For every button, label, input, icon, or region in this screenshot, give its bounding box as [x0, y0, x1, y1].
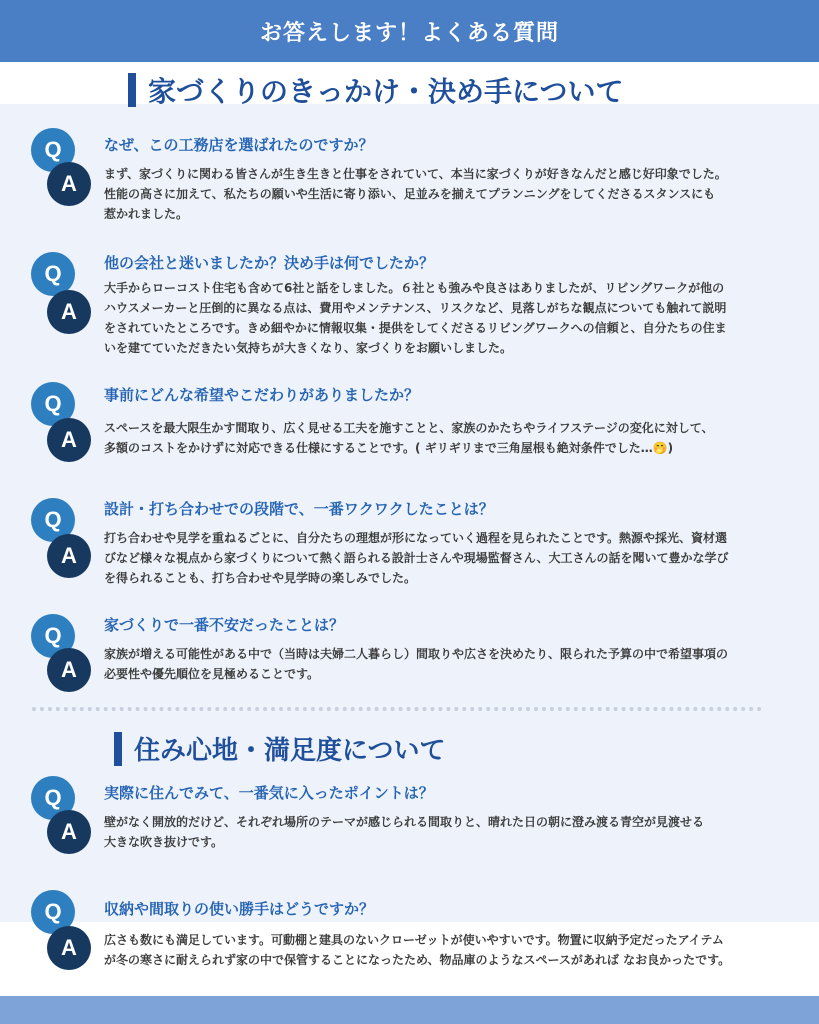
- faq-question: 事前にどんな希望やこだわりがありましたか？: [104, 386, 420, 404]
- a-badge-icon: A: [47, 418, 91, 462]
- faq-answer: [104, 418, 794, 458]
- faq-question: 設計・打ち合わせでの段階で、一番ワクワクしたことは？: [104, 500, 494, 518]
- answer-line: が冬の寒さに耐えられず家の中で保管することになったため、物品庫のようなスペースがあれば なお良かったです。: [104, 953, 731, 967]
- q-badge-icon: Q: [31, 890, 75, 934]
- faq-question: なぜ、この工務店を選ばれたのですか？: [104, 136, 374, 154]
- faq-question: 家づくりで一番不安だったことは？: [104, 616, 345, 634]
- answer-line: いを建てていただきたい気持ちが大きくなり、家づくりをお願いしました。: [104, 341, 513, 355]
- answer-line: 家族が増える可能性がある中で（当時は夫婦二人暮らし）間取りや広さを決めたり、限られた予算の中で希望事項の: [104, 647, 729, 661]
- faq-answer: [104, 164, 794, 224]
- answer-line: 大きな吹き抜けです。: [104, 835, 224, 849]
- answer-line: 壁がなく開放的だけど、それぞれ場所のテーマが感じられる間取りと、晴れた日の朝に澄み渡る青空が見渡せる: [104, 815, 705, 829]
- answer-line: ハウスメーカーと圧倒的に異なる点は、費用やメンテナンス、リスクなど、見落しがちな観点についても触れて説明: [104, 301, 727, 315]
- answer-line: まず、家づくりに関わる皆さんが生き生きと仕事をされていて、本当に家づくりが好きなんだと感じ好印象でした。: [104, 167, 727, 181]
- heading-accent-bar: [128, 73, 136, 107]
- answer-line: 多額のコストをかけずに対応できる仕様にすることです。( ギリギリまで三角屋根も絶対条件でした…🤭): [104, 441, 674, 455]
- answer-line: 必要性や優先順位を見極めることです。: [104, 667, 320, 681]
- footer-bar: [0, 996, 819, 1024]
- a-badge-icon: A: [47, 810, 91, 854]
- q-badge-icon: Q: [31, 382, 75, 426]
- faq-answer: [104, 812, 794, 852]
- a-badge-icon: A: [47, 926, 91, 970]
- a-badge-icon: A: [47, 290, 91, 334]
- q-badge-icon: Q: [31, 776, 75, 820]
- section-heading-comfort: [114, 730, 445, 767]
- q-badge-icon: Q: [31, 128, 75, 172]
- answer-line: びなど様々な視点から家づくりについて熱く語られる設計士さんや現場監督さん、大工さんの話を聞いて豊かな学び: [104, 551, 729, 565]
- faq-question: 他の会社と迷いましたか？決め手は何でしたか？: [104, 254, 435, 272]
- faq-question: 収納や間取りの使い勝手はどうですか？: [104, 900, 375, 918]
- section-heading-text: 住み心地・満足度について: [134, 736, 446, 766]
- faq-answer: [104, 644, 794, 684]
- section-heading-text: 家づくりのきっかけ・決め手について: [148, 75, 624, 108]
- faq-answer: [104, 930, 794, 970]
- answer-line: をされていたところです。きめ細やかに情報収集・提供をしてくださるリビングワークへの信頼と、自分たちの住ま: [104, 321, 727, 335]
- page-title: お答えします！よくある質問: [259, 20, 559, 46]
- heading-accent-bar: [114, 732, 122, 766]
- section-heading-decision: [128, 70, 623, 110]
- faq-answer: [104, 278, 794, 358]
- section-divider: [32, 707, 762, 711]
- answer-line: 打ち合わせや見学を重ねるごとに、自分たちの理想が形になっていく過程を見られたことです。熱源や採光、資材選: [104, 531, 728, 545]
- answer-line: 惹かれました。: [104, 207, 189, 221]
- answer-line: 大手からローコスト住宅も含めて6社と話をしました。６社とも強みや良さはありましたが、リビングワークが他の: [104, 281, 725, 295]
- answer-line: を得られることも、打ち合わせや見学時の楽しみでした。: [104, 571, 417, 585]
- a-badge-icon: A: [47, 534, 91, 578]
- q-badge-icon: Q: [31, 498, 75, 542]
- faq-answer: [104, 528, 794, 588]
- q-badge-icon: Q: [31, 614, 75, 658]
- q-badge-icon: Q: [31, 252, 75, 296]
- faq-question: 実際に住んでみて、一番気に入ったポイントは？: [104, 784, 434, 802]
- answer-line: 性能の高さに加えて、私たちの願いや生活に寄り添い、足並みを揃えてプランニングをしてくださるスタンスにも: [104, 187, 716, 201]
- a-badge-icon: A: [47, 162, 91, 206]
- answer-line: スペースを最大限生かす間取り、広く見せる工夫を施すことと、家族のかたちやライフステージの変化に対して、: [104, 421, 714, 435]
- page-banner: [0, 0, 819, 62]
- a-badge-icon: A: [47, 648, 91, 692]
- answer-line: 広さも数にも満足しています。可動棚と建具のないクローゼットが使いやすいです。物置に収納予定だったアイテム: [104, 933, 724, 947]
